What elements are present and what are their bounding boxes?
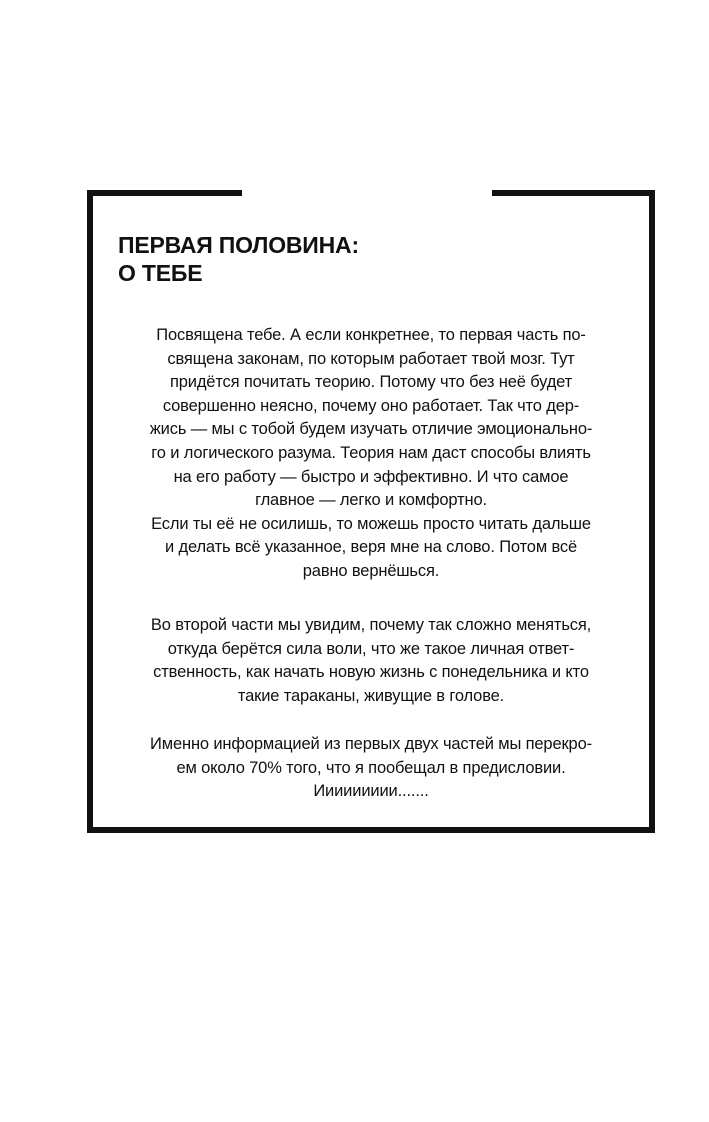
text-line: такие тараканы, живущие в голове. bbox=[237, 686, 505, 705]
paragraph-summary bbox=[112, 733, 630, 804]
section-title-line-2: О ТЕБЕ bbox=[118, 260, 203, 286]
text-line: Именно информацией из первых двух частей мы перекро- bbox=[150, 735, 592, 753]
text-line: священа законам, по которым работает твой мозг. Тут bbox=[167, 349, 575, 368]
text-line: жись — мы с тобой будем изучать отличие эмоционально- bbox=[149, 420, 593, 439]
text-line: главное — легко и комфортно. bbox=[255, 491, 487, 510]
paragraph-part-one bbox=[112, 324, 630, 584]
frame-top-gap bbox=[242, 186, 492, 200]
text-line: Во второй части мы увидим, почему так сложно меняться, bbox=[150, 616, 592, 634]
text-line: откуда берётся сила воли, что же такое личная ответ- bbox=[167, 639, 575, 658]
text-line: на его работу — быстро и эффективно. И что самое bbox=[173, 467, 569, 486]
text-line: придётся почитать теорию. Потому что без неё будет bbox=[169, 373, 573, 392]
paragraph-part-two bbox=[112, 614, 630, 708]
text-line: го и логического разума. Теория нам даст способы влиять bbox=[151, 443, 591, 462]
text-line: ем около 70% того, что я пообещал в предисловии. bbox=[176, 758, 566, 777]
text-line: Если ты её не осилишь, то можешь просто читать дальше bbox=[151, 514, 591, 533]
section-title-line-1: ПЕРВАЯ ПОЛОВИНА: bbox=[118, 232, 359, 258]
text-line: ственность, как начать новую жизнь с понедельника и кто bbox=[153, 663, 589, 682]
text-line: равно вернёшься. bbox=[302, 561, 440, 580]
text-line: Посвящена тебе. А если конкретнее, то первая часть по- bbox=[156, 326, 586, 344]
text-line: и делать всё указанное, веря мне на слово. Потом всё bbox=[164, 538, 578, 557]
text-line: Иииииииии....... bbox=[313, 782, 429, 801]
text-line: совершенно неясно, почему оно работает. Так что дер- bbox=[162, 396, 580, 415]
section-title bbox=[118, 231, 359, 287]
